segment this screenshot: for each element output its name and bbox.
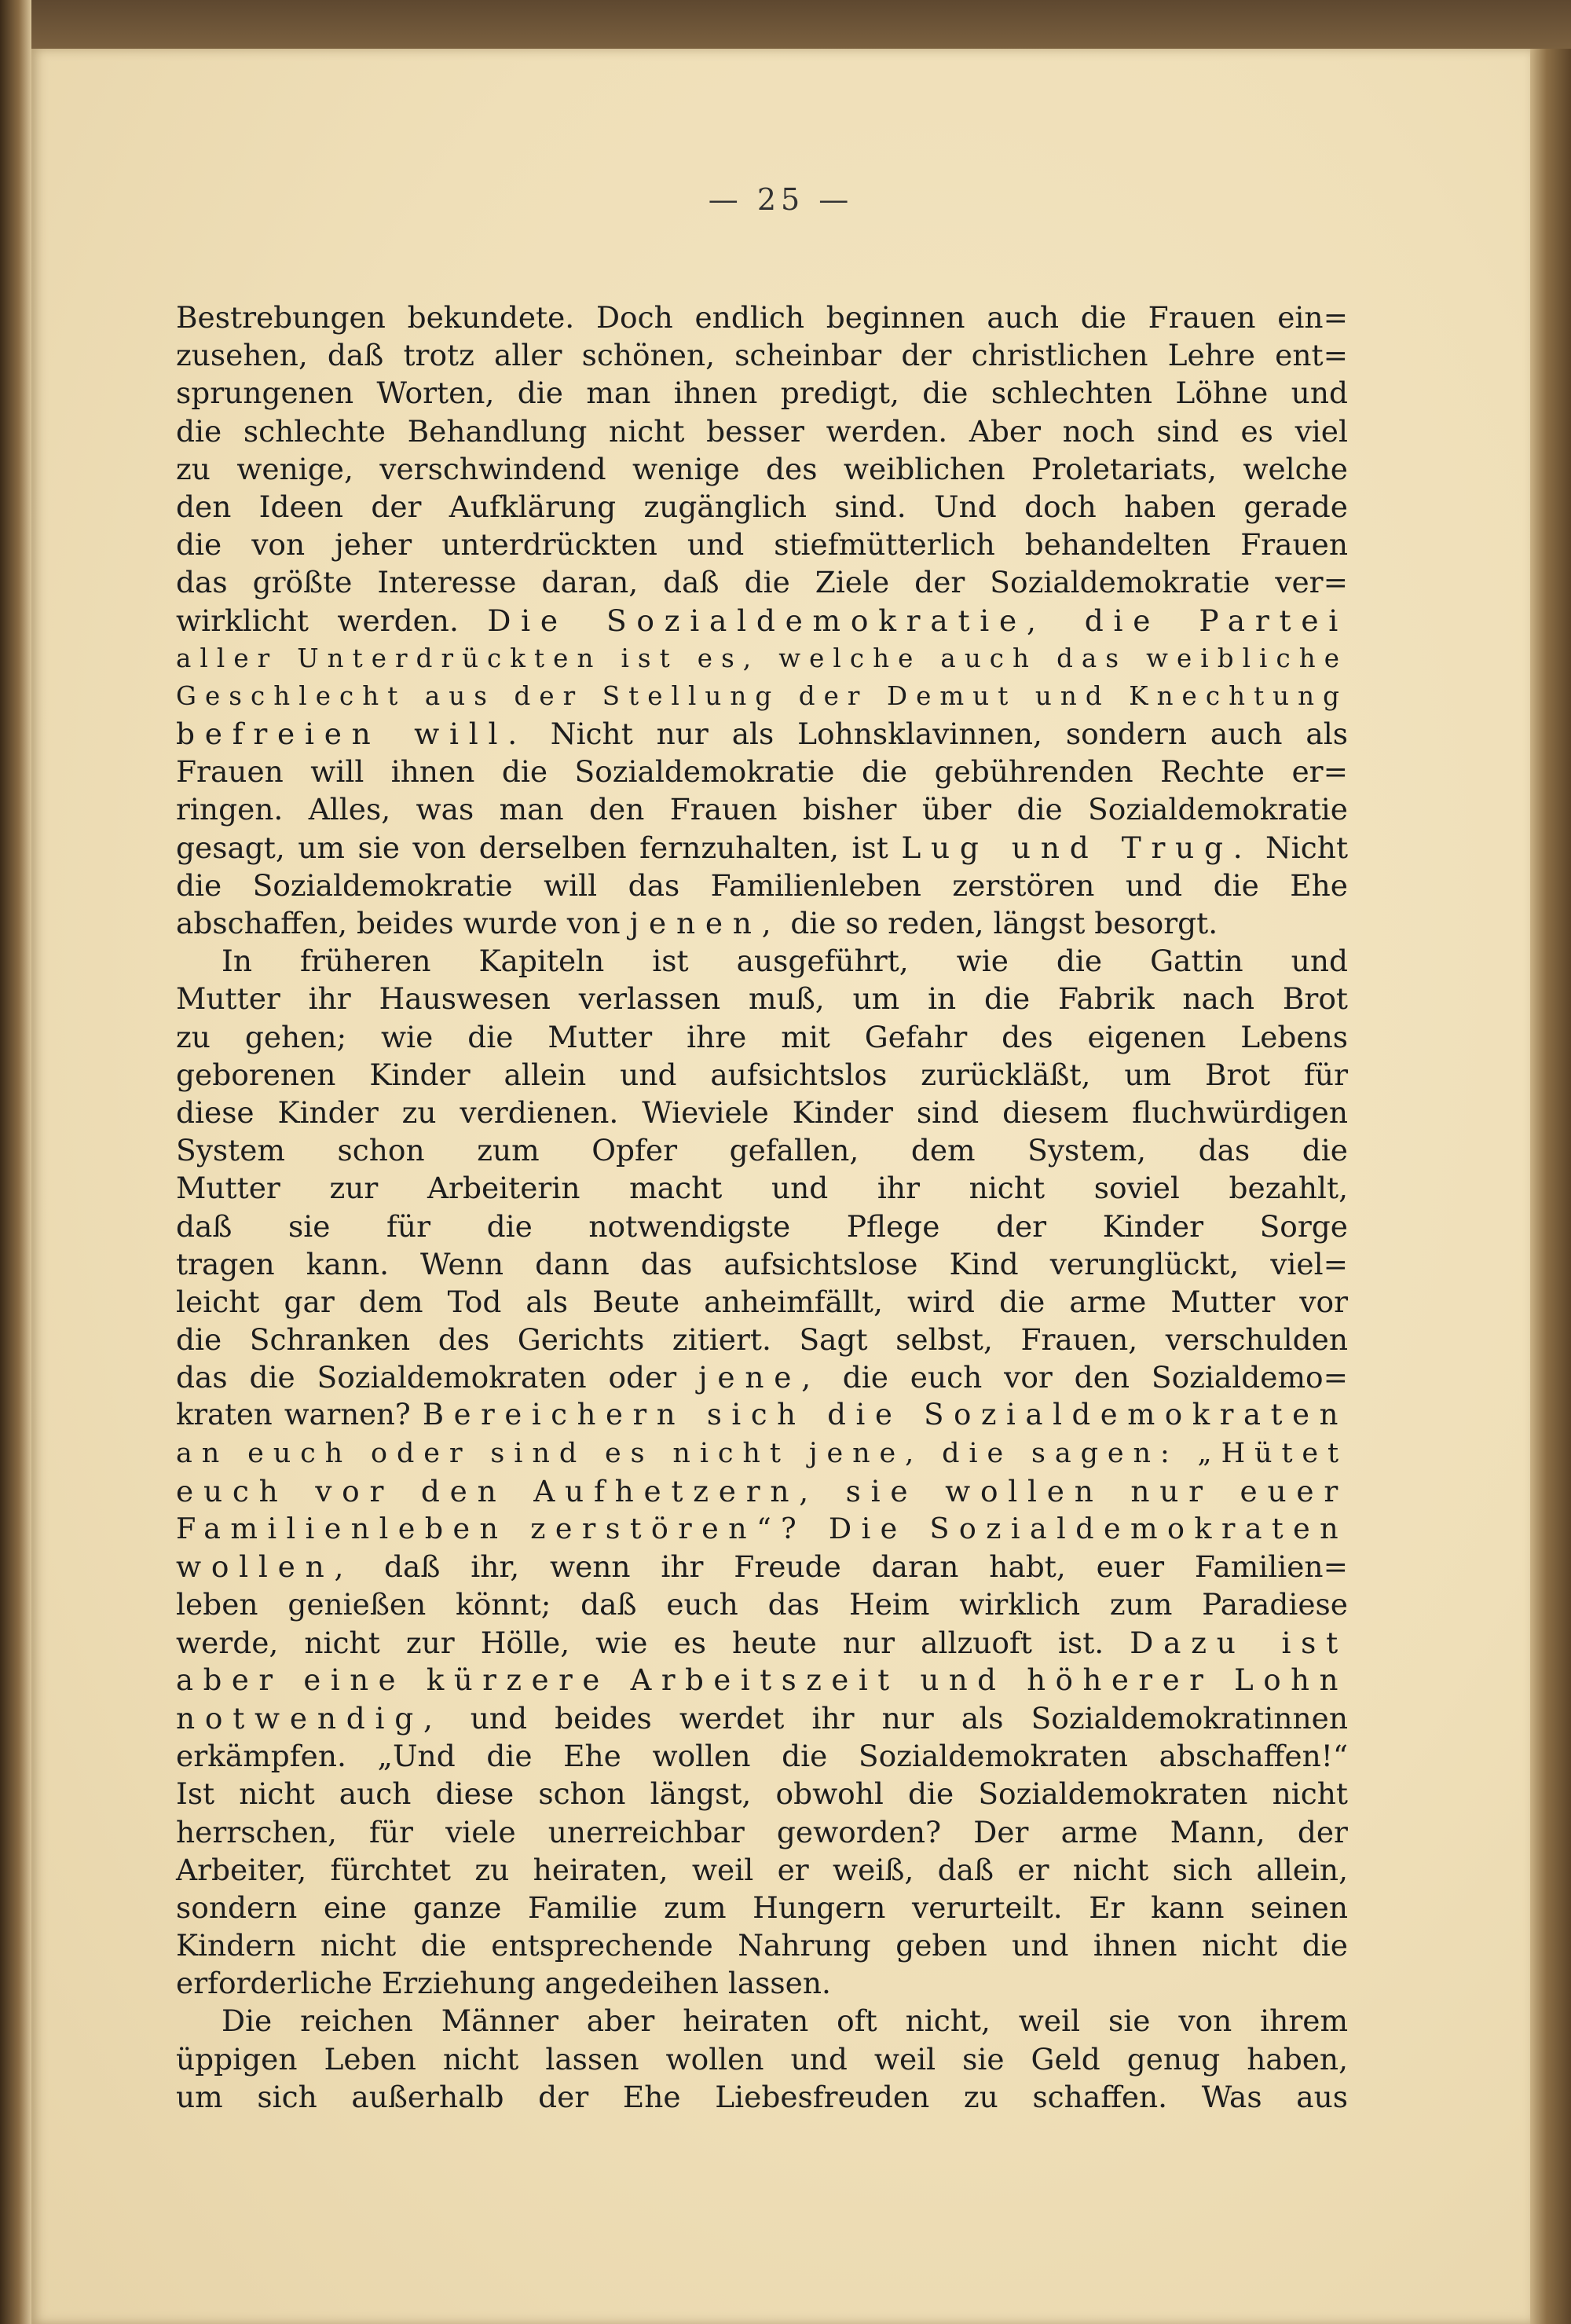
line-text: abschaffen, beides wurde von — [176, 906, 621, 940]
line-text: gesagt, um sie von derselben fernzuhalten, ist — [176, 830, 888, 865]
line-text: die Schranken des Gerichts zitiert. Sagt selbst, Frauen, verschulden — [176, 1322, 1348, 1358]
text-line — [176, 412, 1348, 450]
line-text: erkämpfen. „Und die Ehe wollen die Sozialdemokraten abschaffen!“ — [176, 1739, 1348, 1774]
line-text: System schon zum Opfer gefallen, dem System, das die — [176, 1133, 1348, 1168]
text-line — [176, 563, 1348, 601]
text-line — [176, 1472, 1348, 1510]
emphasized-text: Bereichern sich die Sozialdemokraten — [422, 1398, 1348, 1432]
text-line — [176, 2002, 1348, 2040]
line-text: zu gehen; wie die Mutter ihre mit Gefahr des eigenen Lebens — [176, 1019, 1348, 1054]
text-line — [176, 1775, 1348, 1813]
text-line — [176, 1245, 1348, 1283]
text-line — [176, 1283, 1348, 1321]
text-line — [176, 450, 1348, 488]
line-text: wirklicht werden. — [176, 603, 459, 638]
text-line — [176, 1964, 1348, 2002]
text-line — [176, 1321, 1348, 1358]
text-line — [176, 1056, 1348, 1094]
line-text: kraten warnen? — [176, 1398, 411, 1432]
emphasized-text: Geschlecht aus der Stellung der Demut und Knechtung — [176, 680, 1348, 711]
text-line — [176, 677, 1348, 715]
binding-edge — [0, 0, 31, 2324]
text-line — [176, 1926, 1348, 1964]
text-line — [176, 1435, 1348, 1472]
top-shadow — [0, 0, 1571, 49]
emphasized-text: Lug und Trug. — [901, 830, 1253, 865]
line-text: Bestrebungen bekundete. Doch endlich beginnen auch die Frauen ein= — [176, 300, 1348, 335]
line-text: Frauen will ihnen die Sozialdemokratie die gebührenden Rechte er= — [176, 754, 1348, 790]
line-text: die so reden, längst besorgt. — [790, 906, 1218, 940]
text-line — [176, 1131, 1348, 1169]
line-text: zu wenige, verschwindend wenige des weiblichen Proletariats, welche — [176, 451, 1348, 486]
line-text: die von jeher unterdrückten und stiefmütterlich behandelten Frauen — [176, 527, 1348, 563]
emphasized-text: Die Sozialdemokratie, die Partei — [487, 603, 1349, 638]
line-text: die euch vor den Sozialdemo= — [842, 1360, 1349, 1395]
text-line — [176, 1813, 1348, 1851]
text-line — [176, 942, 1348, 980]
text-line — [176, 1737, 1348, 1775]
text-line — [176, 1169, 1348, 1207]
emphasized-text: an euch oder sind es nicht jene, die sagen: „Hütet — [176, 1437, 1348, 1469]
page-number: — 25 — — [708, 182, 854, 217]
line-text: Ist nicht auch diese schon längst, obwohl die Sozialdemokraten nicht — [176, 1776, 1348, 1812]
line-text: werde, nicht zur Hölle, wie es heute nur allzuoft ist. — [176, 1625, 1104, 1660]
line-text: üppigen Leben nicht lassen wollen und weil sie Geld genug haben, — [176, 2041, 1348, 2077]
line-text: sprungenen Worten, die man ihnen predigt, die schlechten Löhne und — [176, 376, 1348, 411]
line-text: das größte Interesse daran, daß die Ziele der Sozialdemokratie ver= — [176, 565, 1348, 600]
line-text: die Sozialdemokratie will das Familienleben zerstören und die Ehe — [176, 867, 1348, 903]
text-line — [176, 1662, 1348, 1699]
emphasized-text: Dazu ist — [1130, 1625, 1349, 1660]
line-text: und beides werdet ihr nur als Sozialdemokratinnen — [470, 1700, 1349, 1736]
line-text: Mutter ihr Hauswesen verlassen muß, um in die Fabrik nach Brot — [176, 981, 1348, 1017]
emphasized-text: euch vor den Aufhetzern, sie wollen nur euer — [176, 1473, 1348, 1508]
emphasized-text: befreien will. — [176, 717, 527, 752]
text-line — [176, 753, 1348, 790]
emphasized-text: Familienleben zerstören“? Die Sozialdemokraten — [176, 1512, 1348, 1545]
text-line — [176, 374, 1348, 412]
text-line — [176, 1094, 1348, 1131]
line-text: Mutter zur Arbeiterin macht und ihr nicht soviel bezahlt, — [176, 1171, 1348, 1206]
text-line — [176, 904, 1348, 942]
line-text: Nicht — [1265, 830, 1349, 865]
text-line — [176, 715, 1348, 753]
line-text: diese Kinder zu verdienen. Wieviele Kinder sind diesem fluchwürdigen — [176, 1094, 1348, 1130]
line-text: daß ihr, wenn ihr Freude daran habt, euer Familien= — [384, 1549, 1349, 1585]
line-text: den Ideen der Aufklärung zugänglich sind. Und doch haben gerade — [176, 489, 1348, 524]
line-text: tragen kann. Wenn dann das aufsichtslose Kind verunglückt, viel= — [176, 1246, 1348, 1281]
line-text: das die Sozialdemokraten oder — [176, 1360, 677, 1395]
line-text: Nicht nur als Lohnsklavinnen, sondern auch als — [550, 717, 1349, 752]
line-text: sondern eine ganze Familie zum Hungern verurteilt. Er kann seinen — [176, 1890, 1348, 1925]
text-line — [176, 1018, 1348, 1056]
line-text: die schlechte Behandlung nicht besser werden. Aber noch sind es viel — [176, 413, 1348, 449]
text-line — [176, 1889, 1348, 1926]
text-line — [176, 1624, 1348, 1662]
text-line — [176, 980, 1348, 1017]
text-line — [176, 1851, 1348, 1889]
text-line — [176, 488, 1348, 526]
text-line — [176, 336, 1348, 374]
text-line — [176, 2040, 1348, 2078]
line-text: Kindern nicht die entsprechende Nahrung geben und ihnen nicht die — [176, 1928, 1348, 1963]
text-line — [176, 2078, 1348, 2116]
line-text: Die reichen Männer aber heiraten oft nicht, weil sie von ihrem — [222, 2003, 1348, 2039]
text-line — [176, 790, 1348, 828]
emphasized-text: aller Unterdrückten ist es, welche auch das weibliche — [176, 643, 1348, 673]
text-line — [176, 1585, 1348, 1623]
line-text: daß sie für die notwendigste Pflege der Kinder Sorge — [176, 1208, 1348, 1244]
text-line — [176, 1699, 1348, 1737]
line-text: leben genießen könnt; daß euch das Heim wirklich zum Paradiese — [176, 1587, 1348, 1622]
body-text — [176, 299, 1348, 2116]
line-text: zusehen, daß trotz aller schönen, scheinbar der christlichen Lehre ent= — [176, 338, 1348, 373]
emphasized-text: notwendig, — [176, 1700, 443, 1736]
text-line — [176, 299, 1348, 336]
text-line — [176, 1396, 1348, 1434]
emphasized-text: aber eine kürzere Arbeitszeit und höherer Lohn — [176, 1662, 1348, 1697]
text-line — [176, 867, 1348, 904]
emphasized-text: jenen, — [629, 906, 782, 940]
line-text: In früheren Kapiteln ist ausgeführt, wie die Gattin und — [222, 944, 1348, 979]
text-line — [176, 829, 1348, 867]
text-line — [176, 640, 1348, 677]
line-text: um sich außerhalb der Ehe Liebesfreuden zu schaffen. Was aus — [176, 2079, 1348, 2114]
text-line — [176, 1548, 1348, 1585]
text-line — [176, 1358, 1348, 1396]
line-text: erforderliche Erziehung angedeihen lassen. — [176, 1966, 831, 2001]
book-page — [31, 49, 1530, 2324]
line-text: ringen. Alles, was man den Frauen bisher über die Sozialdemokratie — [176, 792, 1348, 827]
line-text: geborenen Kinder allein und aufsichtslos zurückläßt, um Brot für — [176, 1057, 1348, 1092]
emphasized-text: jene, — [698, 1360, 821, 1395]
emphasized-text: wollen, — [176, 1549, 354, 1585]
text-line — [176, 1208, 1348, 1245]
right-page-edge — [1530, 49, 1571, 2324]
text-line — [176, 602, 1348, 640]
text-line — [176, 1510, 1348, 1548]
line-text: herrschen, für viele unerreichbar geworden? Der arme Mann, der — [176, 1814, 1348, 1849]
line-text: leicht gar dem Tod als Beute anheimfällt, wird die arme Mutter vor — [176, 1284, 1348, 1319]
text-line — [176, 526, 1348, 563]
line-text: Arbeiter, fürchtet zu heiraten, weil er weiß, daß er nicht sich allein, — [176, 1852, 1348, 1887]
